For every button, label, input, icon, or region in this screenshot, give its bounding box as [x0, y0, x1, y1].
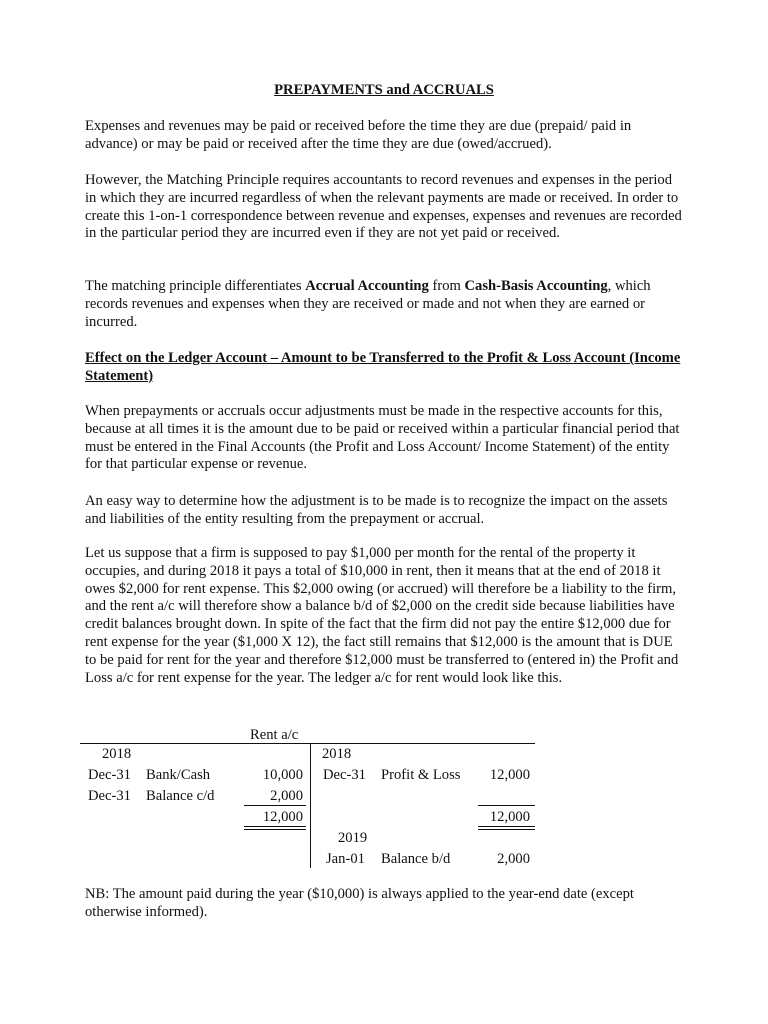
debit-entry-date: Dec-31 [88, 788, 131, 804]
debit-year: 2018 [102, 746, 132, 762]
debit-total-double-rule [244, 826, 306, 827]
text-fragment: from [428, 278, 465, 294]
paragraph-intro: Expenses and revenues may be paid or received before the time they are due (prepaid/ paid in advance) or may be paid or received after the time they are due (owed/accrued). [85, 118, 632, 152]
paragraph-note: NB: The amount paid during the year ($10,000) is always applied to the year-end date (except otherwise informed). [85, 886, 634, 920]
credit-entry-amount: 12,000 [489, 767, 530, 783]
debit-total: 12,000 [262, 809, 303, 825]
debit-entry-details: Bank/Cash [146, 767, 211, 783]
debit-entry-date: Dec-31 [88, 767, 131, 783]
credit-total-top-rule [478, 805, 535, 806]
debit-entry-details: Balance c/d [146, 788, 215, 804]
credit-total-double-rule [478, 829, 535, 830]
rent-ledger-account [80, 727, 538, 872]
paragraph-matching-principle: However, the Matching Principle requires accountants to record revenues and expenses in the period in which they are incurred regardless of when the relevant payments are made or received. In order to create this 1-on-1 correspondence between revenue and expenses, expenses and revenues are recorded in the particular period they are incurred even if they are not yet paid or received. [85, 172, 682, 242]
credit-balance-amount: 2,000 [497, 851, 530, 867]
credit-next-year: 2019 [338, 830, 368, 846]
credit-total-double-rule [478, 826, 535, 827]
credit-balance-date: Jan-01 [326, 851, 365, 867]
paragraph-rent-example: Let us suppose that a firm is supposed to pay $1,000 per month for the rental of the property it occupies, and during 2018 it pays a total of $10,000 in rent, then it means that at the end of 2018 it owes $2,000 for rent expense. This $2,000 owing (or accrued) will therefore be a liability to the firm, and the rent a/c will therefore show a balance b/d of $2,000 on the credit side because liabilities have credit balances brought down. In spite of the fact that the firm did not pay the entire $12,000 due for rent expense for the year ($1,000 X 12), the fact still remains that $12,000 is the amount that is DUE to be paid for rent for the year and therefore $12,000 must be transferred to (entered in) the Profit and Loss a/c for rent expense for the year. The ledger a/c for rent would look like this. [85, 545, 679, 686]
credit-entry-date: Dec-31 [323, 767, 366, 783]
paragraph-accrual-vs-cash [85, 278, 685, 331]
text-fragment: , which records revenues and expenses when they are received or made and not when they are earned or incurred. [85, 278, 651, 330]
debit-total-top-rule [244, 805, 306, 806]
credit-entry-details: Profit & Loss [381, 767, 461, 783]
term-accrual-accounting: Accrual Accounting [305, 278, 429, 294]
paragraph-adjustments: When prepayments or accruals occur adjustments must be made in the respective accounts for this, because at all times it is the amount due to be paid or received within a particular financial period that must be entered in the Final Accounts (the Profit and Loss Account/ Income Statement) of the entity for that particular expense or revenue. [85, 403, 680, 473]
term-cash-basis-accounting: Cash-Basis Accounting [464, 278, 608, 294]
section-heading: Effect on the Ledger Account – Amount to be Transferred to the Profit & Loss Account (Income Statement) [85, 350, 681, 384]
paragraph-easy-way: An easy way to determine how the adjustment is to be made is to recognize the impact on the assets and liabilities of the entity resulting from the prepayment or accrual. [85, 493, 668, 527]
credit-year: 2018 [322, 746, 352, 762]
debit-total-double-rule [244, 829, 306, 830]
credit-total: 12,000 [489, 809, 530, 825]
ledger-title: Rent a/c [250, 727, 299, 743]
page-title: PREPAYMENTS and ACCRUALS [274, 82, 494, 98]
ledger-center-rule [310, 743, 311, 868]
debit-entry-amount: 2,000 [270, 788, 303, 804]
debit-entry-amount: 10,000 [262, 767, 303, 783]
text-fragment: The matching principle differentiates [85, 278, 306, 294]
credit-balance-details: Balance b/d [381, 851, 451, 867]
ledger-top-rule [80, 743, 535, 744]
